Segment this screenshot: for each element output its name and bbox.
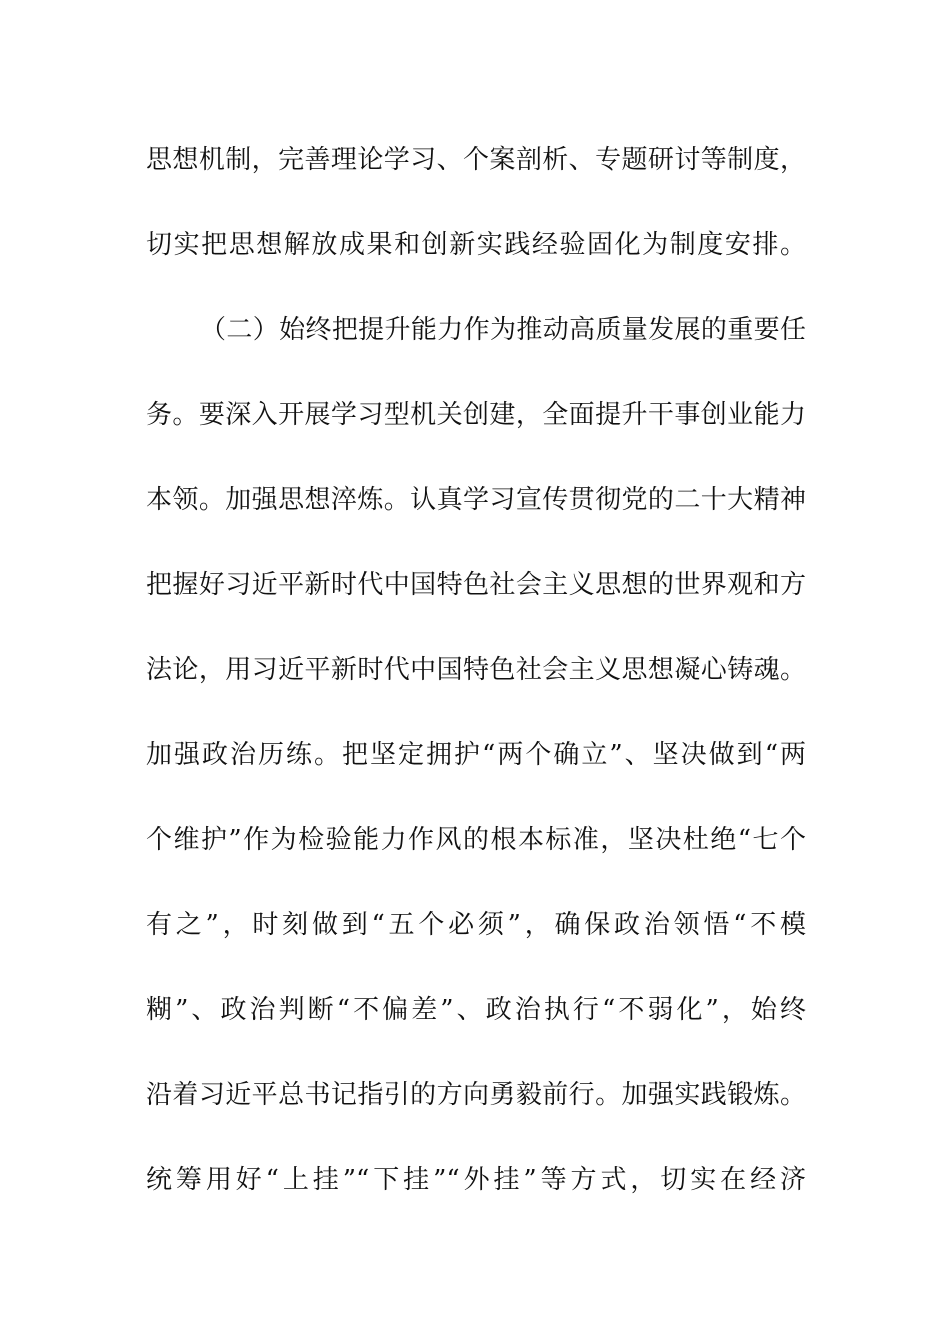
text-line-11: 糊”、政治判断“不偏差”、政治执行“不弱化”，始终 [146, 995, 806, 1025]
text-line-4: 务。要深入开展学习型机关创建，全面提升干事创业能力 [146, 400, 806, 430]
text-line-12: 沿着习近平总书记指引的方向勇毅前行。加强实践锻炼。 [146, 1080, 806, 1110]
text-line-6: 把握好习近平新时代中国特色社会主义思想的世界观和方 [146, 570, 806, 600]
text-line-13: 统筹用好“上挂”“下挂”“外挂”等方式，切实在经济 [146, 1165, 806, 1195]
text-line-2: 切实把思想解放成果和创新实践经验固化为制度安排。 [146, 230, 806, 260]
text-line-8: 加强政治历练。把坚定拥护“两个确立”、坚决做到“两 [146, 740, 806, 770]
text-line-10: 有之”，时刻做到“五个必须”，确保政治领悟“不模 [146, 910, 806, 940]
text-line-9: 个维护”作为检验能力作风的根本标准，坚决杜绝“七个 [146, 825, 806, 855]
text-line-5: 本领。加强思想淬炼。认真学习宣传贯彻党的二十大精神 [146, 485, 806, 515]
text-line-7: 法论，用习近平新时代中国特色社会主义思想凝心铸魂。 [146, 655, 806, 685]
text-line-1: 思想机制，完善理论学习、个案剖析、专题研讨等制度， [146, 145, 806, 175]
section-heading-2: （二）始终把提升能力作为推动高质量发展的重要任 [200, 315, 806, 345]
